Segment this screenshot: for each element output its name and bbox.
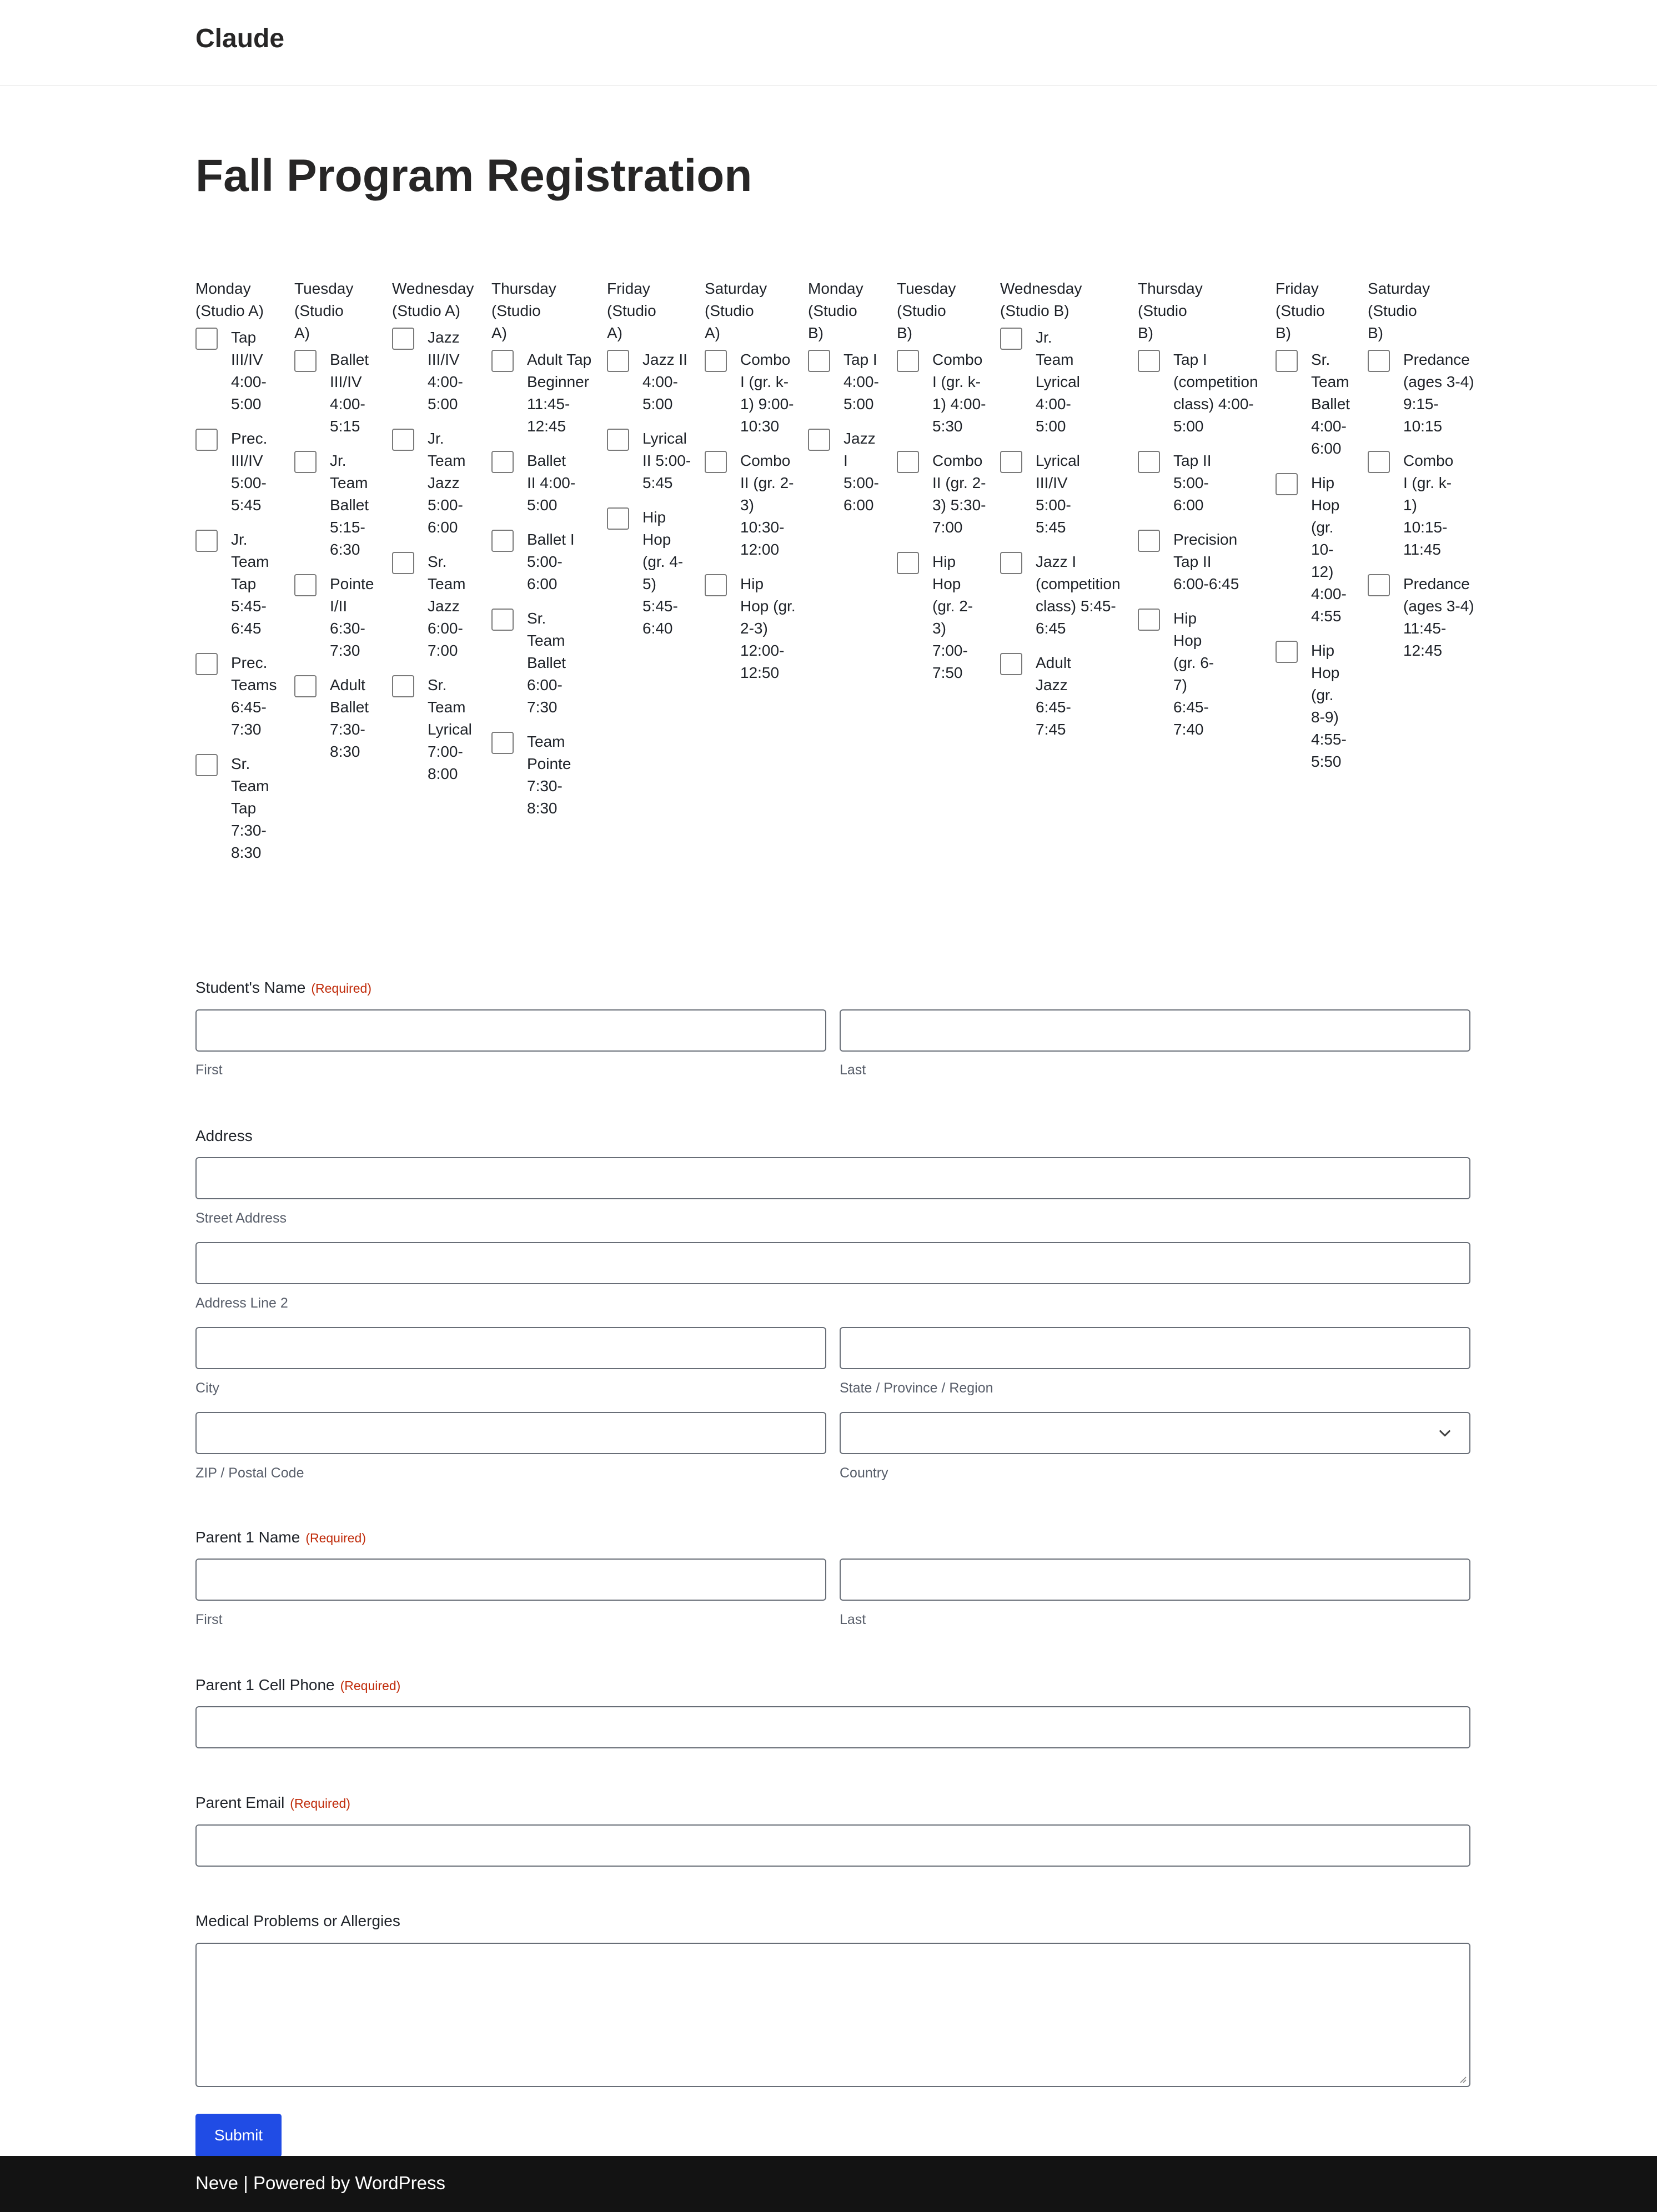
student-first-sublabel: First (195, 1062, 223, 1078)
class-label: Team Pointe 7:30-8:30 (527, 733, 571, 817)
day-column-wednesday-studio-b (1000, 278, 1133, 753)
student-first-name-input[interactable] (195, 1009, 826, 1052)
class-label: Jazz I (competition class) 5:45-6:45 (1036, 553, 1121, 637)
class-label: Ballet III/IV 4:00-5:15 (330, 351, 369, 435)
class-option[interactable] (195, 428, 290, 516)
class-option[interactable] (705, 349, 805, 438)
class-checkbox[interactable] (392, 552, 414, 574)
class-option[interactable] (491, 529, 602, 595)
class-checkbox[interactable] (1138, 609, 1160, 631)
class-option[interactable] (607, 506, 701, 640)
class-option[interactable] (1276, 640, 1364, 773)
student-name-label (195, 979, 371, 997)
class-label: Jr. Team Ballet 5:15-6:30 (330, 452, 369, 558)
class-checkbox[interactable] (1138, 530, 1160, 552)
class-option[interactable] (897, 349, 997, 438)
class-label: Jazz II 4:00-5:00 (642, 351, 687, 413)
class-checkbox[interactable] (1000, 328, 1022, 350)
parent-email-input[interactable] (195, 1824, 1470, 1867)
class-label: Pointe I/II 6:30-7:30 (330, 575, 374, 659)
street-address-sublabel: Street Address (195, 1210, 287, 1226)
class-label: Ballet I 5:00-6:00 (527, 531, 575, 592)
day-heading: Monday (Studio A) (195, 280, 264, 319)
day-column-wednesday-studio-a (392, 278, 486, 797)
class-checkbox[interactable] (897, 451, 919, 473)
class-option[interactable] (705, 573, 805, 684)
required-indicator: (Required) (311, 981, 371, 996)
day-heading: Friday (Studio B) (1276, 280, 1325, 341)
day-heading: Tuesday (Studio A) (294, 280, 354, 341)
class-checkbox[interactable] (1368, 350, 1390, 372)
day-column-friday-studio-b (1276, 278, 1364, 785)
class-label: Jr. Team Tap 5:45-6:45 (231, 531, 269, 637)
class-option[interactable] (294, 349, 383, 438)
day-column-thursday-studio-a (491, 278, 602, 832)
class-checkbox[interactable] (195, 530, 218, 552)
class-option[interactable] (1000, 326, 1133, 438)
class-option[interactable] (897, 450, 997, 539)
required-indicator: (Required) (305, 1531, 366, 1545)
class-option[interactable] (195, 529, 290, 640)
medical-label: Medical Problems or Allergies (195, 1912, 400, 1929)
class-checkbox[interactable] (195, 754, 218, 776)
day-column-saturday-studio-a (705, 278, 805, 696)
class-option[interactable] (392, 428, 486, 539)
class-checkbox[interactable] (294, 451, 317, 473)
class-checkbox[interactable] (705, 574, 727, 596)
class-checkbox[interactable] (705, 350, 727, 372)
class-label: Precision Tap II 6:00-6:45 (1173, 531, 1239, 592)
class-checkbox[interactable] (1138, 350, 1160, 372)
class-label: Jr. Team Jazz 5:00-6:00 (428, 430, 466, 536)
resize-grip-icon[interactable] (1457, 2074, 1467, 2084)
class-label: Combo I (gr. k-1) 9:00-10:30 (740, 351, 794, 435)
class-label: Prec. III/IV 5:00-5:45 (231, 430, 268, 514)
student-name-label-text: Student's Name (195, 979, 306, 996)
class-checkbox[interactable] (1000, 552, 1022, 574)
class-checkbox[interactable] (195, 653, 218, 675)
class-option[interactable] (1000, 551, 1133, 640)
day-heading: Thursday (Studio B) (1138, 280, 1203, 341)
class-label: Adult Ballet 7:30-8:30 (330, 676, 369, 760)
class-label: Lyrical III/IV 5:00-5:45 (1036, 452, 1080, 536)
class-option[interactable] (1138, 349, 1271, 438)
class-label: Sr. Team Ballet 6:00-7:30 (527, 610, 566, 716)
class-option[interactable] (392, 326, 486, 415)
parent1-name-label (195, 1529, 366, 1546)
parent1-phone-label-text: Parent 1 Cell Phone (195, 1676, 335, 1693)
class-checkbox[interactable] (607, 429, 629, 451)
class-label: Lyrical II 5:00-5:45 (642, 430, 691, 491)
class-option[interactable] (195, 652, 290, 741)
class-label: Adult Tap Beginner 11:45-12:45 (527, 351, 592, 435)
parent1-phone-label (195, 1676, 400, 1694)
class-option[interactable] (491, 349, 602, 438)
day-column-saturday-studio-b (1368, 278, 1479, 674)
class-label: Hip Hop (gr. 2-3) 7:00-7:50 (932, 553, 973, 681)
class-option[interactable] (195, 326, 290, 415)
class-label: Jazz I 5:00-6:00 (843, 430, 879, 514)
class-checkbox[interactable] (607, 507, 629, 530)
class-label: Predance (ages 3-4) 9:15-10:15 (1403, 351, 1474, 435)
class-checkbox[interactable] (392, 675, 414, 697)
medical-textarea[interactable] (195, 1943, 1470, 2087)
city-input[interactable] (195, 1327, 826, 1369)
class-option[interactable] (294, 450, 383, 561)
class-label: Tap I 4:00-5:00 (843, 351, 879, 413)
class-option[interactable] (294, 573, 383, 662)
class-checkbox[interactable] (491, 451, 514, 473)
day-column-friday-studio-a (607, 278, 701, 652)
class-checkbox[interactable] (1000, 451, 1022, 473)
class-label: Combo II (gr. 2-3) 10:30-12:00 (740, 452, 794, 558)
day-column-tuesday-studio-a (294, 278, 383, 775)
class-option[interactable] (1368, 450, 1479, 561)
day-heading: Friday (Studio A) (607, 280, 656, 341)
class-option[interactable] (705, 450, 805, 561)
class-option[interactable] (607, 428, 701, 494)
class-label: Combo I (gr. k-1) 4:00-5:30 (932, 351, 986, 435)
class-label: Hip Hop (gr. 8-9) 4:55-5:50 (1311, 642, 1347, 770)
address-line2-sublabel: Address Line 2 (195, 1295, 288, 1311)
submit-button[interactable]: Submit (195, 2114, 282, 2157)
site-header (0, 0, 1657, 86)
parent1-first-name-input[interactable] (195, 1559, 826, 1601)
class-option[interactable] (195, 753, 290, 864)
class-option[interactable] (491, 450, 602, 516)
day-heading: Wednesday (Studio A) (392, 280, 474, 319)
class-option[interactable] (1138, 529, 1271, 595)
class-checkbox[interactable] (1276, 473, 1298, 495)
page-title: Fall Program Registration (195, 150, 752, 201)
site-footer (0, 2156, 1657, 2212)
parent-email-label (195, 1794, 350, 1812)
class-label: Jr. Team Lyrical 4:00-5:00 (1036, 329, 1080, 435)
class-checkbox[interactable] (491, 350, 514, 372)
class-label: Sr. Team Tap 7:30-8:30 (231, 755, 269, 861)
class-checkbox[interactable] (705, 451, 727, 473)
class-checkbox[interactable] (1276, 641, 1298, 663)
class-option[interactable] (607, 349, 701, 415)
day-column-monday-studio-b (808, 278, 891, 529)
required-indicator: (Required) (290, 1796, 350, 1811)
class-label: Tap I (competition class) 4:00-5:00 (1173, 351, 1258, 435)
class-checkbox[interactable] (294, 574, 317, 596)
class-label: Hip Hop (gr. 2-3) 12:00-12:50 (740, 575, 796, 681)
parent1-first-sublabel: First (195, 1612, 223, 1627)
street-address-input[interactable] (195, 1157, 1470, 1199)
class-checkbox[interactable] (491, 530, 514, 552)
class-option[interactable] (808, 349, 891, 415)
class-checkbox[interactable] (1368, 451, 1390, 473)
address-line2-input[interactable] (195, 1242, 1470, 1284)
class-checkbox[interactable] (195, 328, 218, 350)
class-option[interactable] (1138, 607, 1271, 741)
required-indicator: (Required) (340, 1678, 401, 1693)
student-last-sublabel: Last (840, 1062, 866, 1078)
class-checkbox[interactable] (808, 350, 830, 372)
class-option[interactable] (808, 428, 891, 516)
class-option[interactable] (1000, 450, 1133, 539)
class-label: Combo II (gr. 2-3) 5:30-7:00 (932, 452, 986, 536)
class-checkbox[interactable] (294, 675, 317, 697)
address-label: Address (195, 1127, 253, 1144)
class-option[interactable] (392, 551, 486, 662)
class-option[interactable] (1000, 652, 1133, 741)
zip-input[interactable] (195, 1412, 826, 1454)
site-title-link[interactable]: Claude (195, 24, 285, 53)
class-checkbox[interactable] (491, 732, 514, 754)
student-last-name-input[interactable] (840, 1009, 1470, 1052)
class-label: Combo I (gr. k-1) 10:15-11:45 (1403, 452, 1454, 558)
class-checkbox[interactable] (1000, 653, 1022, 675)
state-sublabel: State / Province / Region (840, 1380, 993, 1396)
class-option[interactable] (491, 607, 602, 718)
class-option[interactable] (897, 551, 997, 684)
day-heading: Saturday (Studio A) (705, 280, 767, 341)
day-heading: Saturday (Studio B) (1368, 280, 1430, 341)
class-label: Hip Hop (gr. 6-7) 6:45-7:40 (1173, 610, 1214, 738)
parent-email-label-text: Parent Email (195, 1794, 285, 1811)
class-checkbox[interactable] (294, 350, 317, 372)
class-checkbox[interactable] (897, 350, 919, 372)
parent1-last-name-input[interactable] (840, 1559, 1470, 1601)
class-label: Sr. Team Lyrical 7:00-8:00 (428, 676, 472, 782)
class-option[interactable] (491, 731, 602, 820)
day-heading: Wednesday (Studio B) (1000, 280, 1082, 319)
day-column-tuesday-studio-b (897, 278, 997, 696)
class-option[interactable] (392, 674, 486, 785)
day-column-monday-studio-a (195, 278, 290, 876)
day-heading: Thursday (Studio A) (491, 280, 556, 341)
class-label: Sr. Team Jazz 6:00-7:00 (428, 553, 466, 659)
class-checkbox[interactable] (195, 429, 218, 451)
parent1-last-sublabel: Last (840, 1612, 866, 1627)
class-checkbox[interactable] (607, 350, 629, 372)
class-option[interactable] (294, 674, 383, 763)
class-label: Tap III/IV 4:00-5:00 (231, 329, 267, 413)
class-checkbox[interactable] (897, 552, 919, 574)
class-option[interactable] (1138, 450, 1271, 516)
parent1-name-label-text: Parent 1 Name (195, 1529, 300, 1546)
country-select[interactable] (840, 1412, 1470, 1454)
class-label: Ballet II 4:00-5:00 (527, 452, 576, 514)
class-option[interactable] (1276, 472, 1364, 627)
class-checkbox[interactable] (491, 609, 514, 631)
class-label: Sr. Team Ballet 4:00-6:00 (1311, 351, 1350, 457)
day-heading: Tuesday (Studio B) (897, 280, 956, 341)
class-option[interactable] (1368, 573, 1479, 662)
class-label: Hip Hop (gr. 4-5) 5:45-6:40 (642, 509, 684, 637)
class-label: Hip Hop (gr. 10-12) 4:00-4:55 (1311, 474, 1347, 625)
country-sublabel: Country (840, 1465, 888, 1481)
class-label: Jazz III/IV 4:00-5:00 (428, 329, 463, 413)
class-checkbox[interactable] (1276, 350, 1298, 372)
chevron-down-icon (1437, 1425, 1453, 1441)
class-label: Prec. Teams 6:45-7:30 (231, 654, 277, 738)
class-checkbox[interactable] (392, 328, 414, 350)
class-option[interactable] (1276, 349, 1364, 460)
class-option[interactable] (1368, 349, 1479, 438)
class-checkbox[interactable] (392, 429, 414, 451)
day-column-thursday-studio-b (1138, 278, 1271, 753)
class-label: Predance (ages 3-4) 11:45-12:45 (1403, 575, 1474, 659)
day-heading: Monday (Studio B) (808, 280, 863, 341)
class-checkbox[interactable] (1138, 451, 1160, 473)
class-schedule (195, 278, 1473, 922)
state-input[interactable] (840, 1327, 1470, 1369)
class-checkbox[interactable] (808, 429, 830, 451)
class-label: Adult Jazz 6:45-7:45 (1036, 654, 1071, 738)
footer-credit: Neve | Powered by WordPress (195, 2173, 445, 2193)
class-checkbox[interactable] (1368, 574, 1390, 596)
parent1-phone-input[interactable] (195, 1706, 1470, 1748)
class-label: Tap II 5:00-6:00 (1173, 452, 1212, 514)
city-sublabel: City (195, 1380, 220, 1396)
zip-sublabel: ZIP / Postal Code (195, 1465, 304, 1481)
